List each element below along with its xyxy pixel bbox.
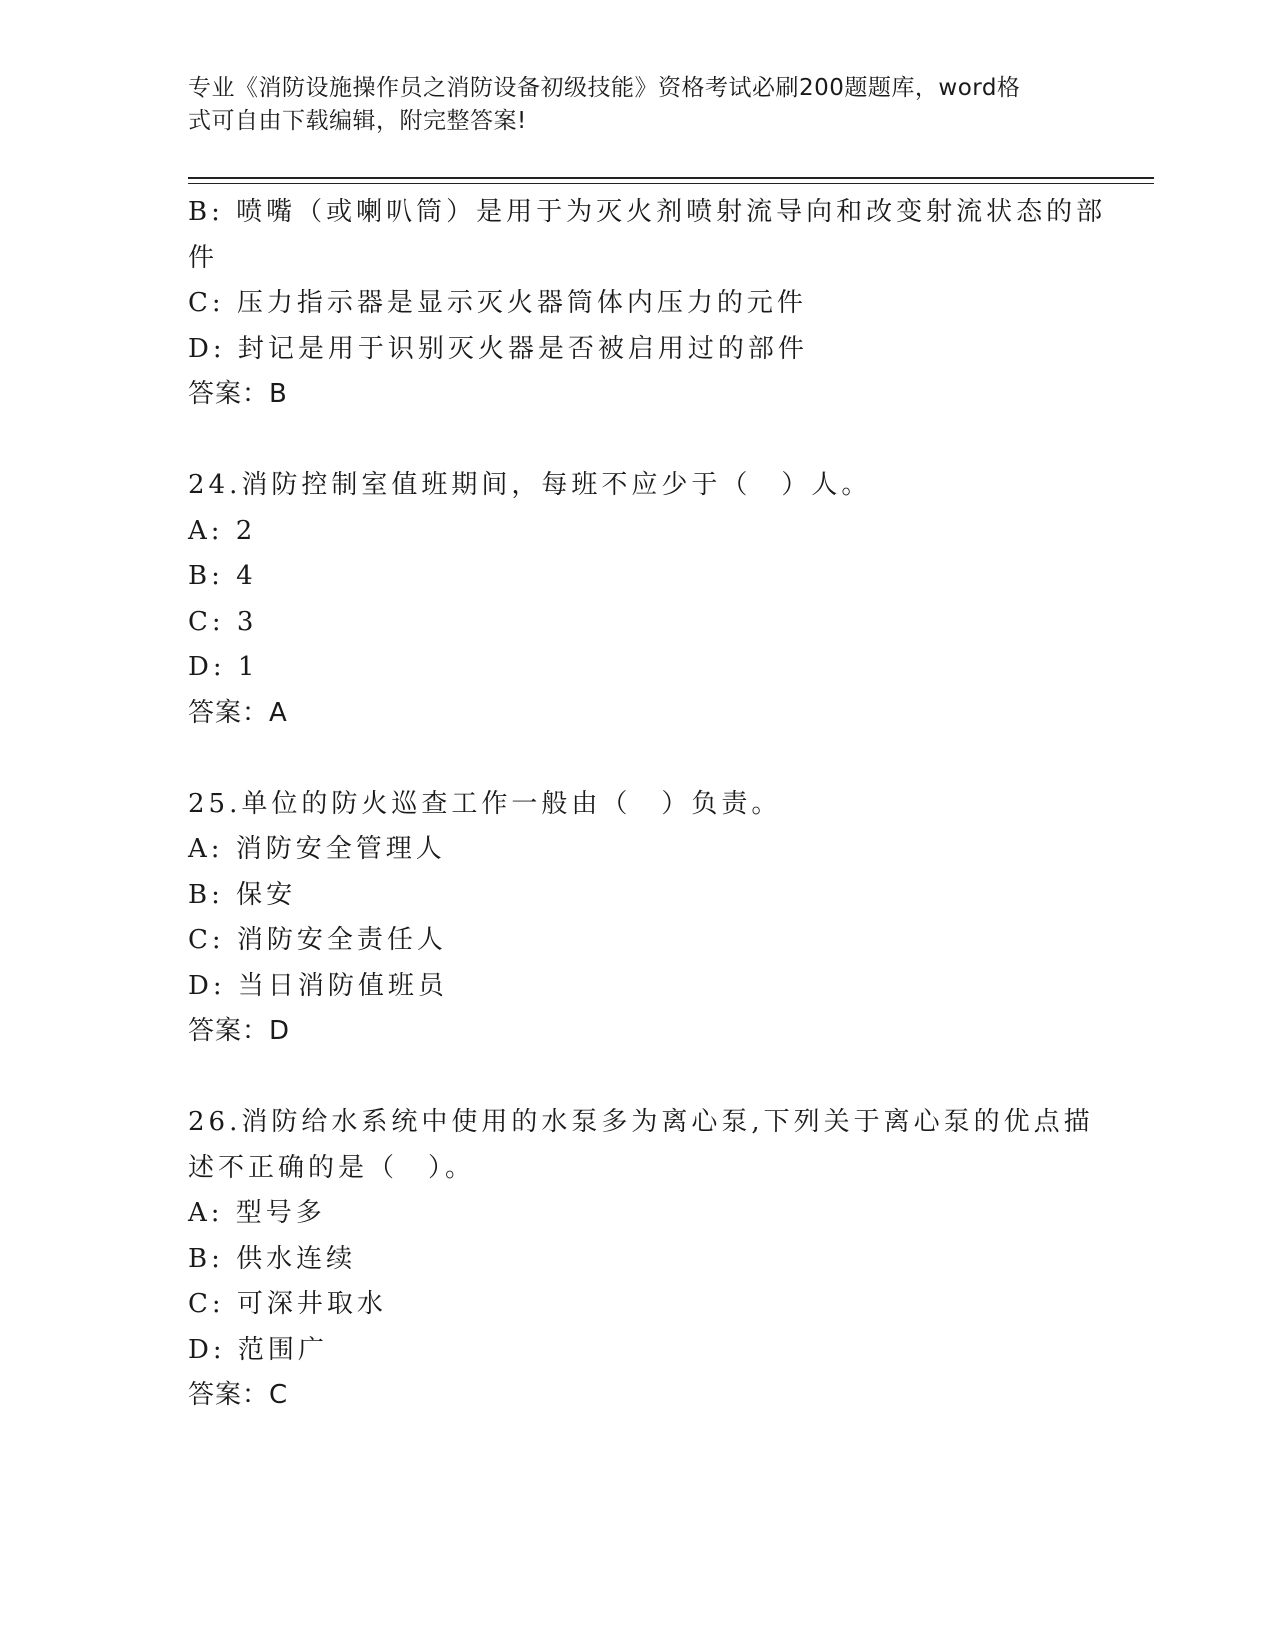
option-b: B: 保安: [188, 879, 297, 910]
option-c: C: 压力指示器是显示灭火器筒体内压力的元件: [188, 288, 807, 318]
option-d: D: 封记是用于识别灭火器是否被启用过的部件: [188, 333, 808, 364]
question-stem-continued: 述不正确的是（ ）。: [188, 1152, 476, 1183]
spacer: [188, 1055, 1088, 1101]
option-a: A: 型号多: [188, 1198, 326, 1228]
option-c: C: 可深井取水: [188, 1289, 387, 1319]
header-rule-thick: [188, 177, 1154, 179]
option-d: D: 当日消防值班员: [188, 970, 448, 1001]
option-b: B: 4: [188, 561, 257, 591]
option-d: D: 范围广: [188, 1334, 328, 1365]
option-a: A: 消防安全管理人: [188, 834, 446, 864]
previous-question-block: [188, 190, 1107, 418]
spacer: [188, 736, 1088, 782]
option-b-continued: 件: [188, 242, 219, 273]
spacer: [188, 418, 1088, 464]
header-line-1: 专业《消防设施操作员之消防设备初级技能》资格考试必刷200题题库，word格: [188, 75, 1021, 101]
question-stem: 26.消防给水系统中使用的水泵多为离心泵,下列关于离心泵的优点描: [188, 1107, 1094, 1137]
option-c: C: 消防安全责任人: [188, 925, 447, 955]
question-24-block: [188, 463, 1088, 736]
header-line-2: 式可自由下载编辑，附完整答案!: [188, 108, 527, 134]
option-b: B: 喷嘴（或喇叭筒）是用于为灭火剂喷射流导向和改变射流状态的部: [188, 197, 1107, 227]
option-c: C: 3: [188, 606, 258, 637]
question-26-block: [188, 1100, 1094, 1419]
question-25-block: [188, 782, 1088, 1055]
answer-line: 答案：D: [188, 1016, 291, 1046]
option-a: A: 2: [188, 515, 257, 546]
answer-line: 答案：A: [188, 697, 288, 728]
question-stem: 24.消防控制室值班期间，每班不应少于（ ）人。: [188, 470, 872, 500]
question-body: [188, 190, 1107, 1419]
question-stem: 25.单位的防火巡查工作一般由（ ）负责。: [188, 788, 782, 819]
document-header: [188, 72, 1068, 138]
option-b: B: 供水连续: [188, 1243, 357, 1274]
answer-line: 答案：C: [188, 1380, 289, 1410]
answer-line: 答案：B: [188, 379, 288, 409]
header-rule-thin: [188, 183, 1154, 184]
option-d: D: 1: [188, 652, 259, 682]
